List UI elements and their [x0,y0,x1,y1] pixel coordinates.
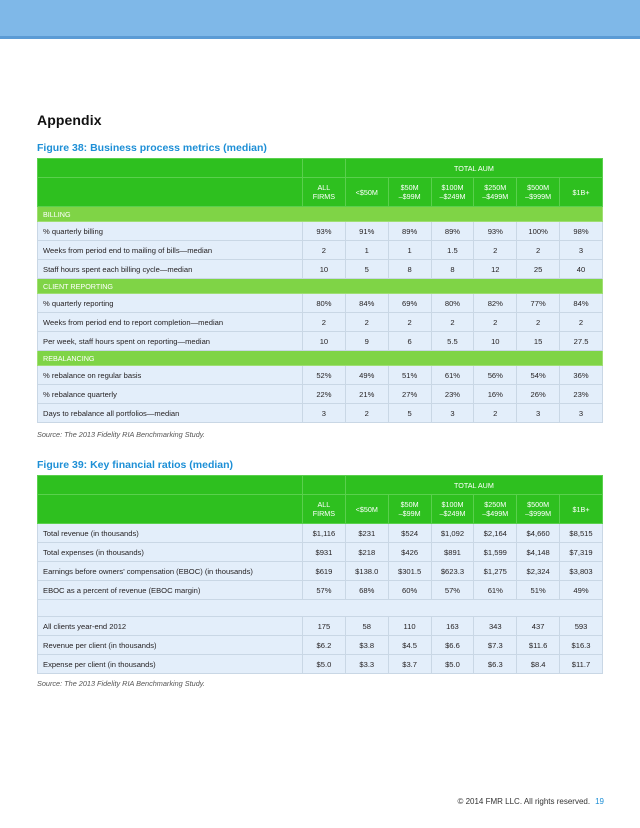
table-cell: 2 [388,313,431,332]
table-row [38,617,603,636]
table-cell: 82% [474,294,517,313]
table-row [38,655,603,674]
table-row [38,636,603,655]
table-cell: 93% [303,222,346,241]
column-header: $250M –$499M [474,495,517,524]
row-label: EBOC as a percent of revenue (EBOC margin) [38,581,303,600]
table-cell: 22% [303,385,346,404]
spacer-cell [38,600,603,617]
row-label: % quarterly billing [38,222,303,241]
header-blank-cell [38,178,303,207]
figure-39-title: Figure 39: Key financial ratios (median) [37,459,234,471]
table-cell: 60% [388,581,431,600]
table-cell: 593 [560,617,603,636]
table-cell: 5.5 [431,332,474,351]
table-cell: 52% [303,366,346,385]
table-cell: 27.5 [560,332,603,351]
table-cell: 8 [431,260,474,279]
table-cell: 49% [560,581,603,600]
table-row [38,241,603,260]
table-cell: $1,116 [303,524,346,543]
table-cell: 343 [474,617,517,636]
column-header: $500M –$999M [517,495,560,524]
section-row [38,279,603,294]
table-cell: 3 [560,241,603,260]
row-label: Expense per client (in thousands) [38,655,303,674]
table-cell: $3.8 [345,636,388,655]
table-row [38,543,603,562]
column-header: $50M –$99M [388,178,431,207]
column-header: <$50M [345,178,388,207]
table-cell: 91% [345,222,388,241]
table-cell: $619 [303,562,346,581]
table-cell: $8,515 [560,524,603,543]
table-cell: $931 [303,543,346,562]
table-cell: $891 [431,543,474,562]
table-row [38,581,603,600]
row-label: Earnings before owners' compensation (EBOC) (in thousands) [38,562,303,581]
table-cell: 69% [388,294,431,313]
table-cell: 2 [431,313,474,332]
table-cell: $3,803 [560,562,603,581]
table-cell: 2 [474,404,517,423]
table-cell: 58 [345,617,388,636]
table-cell: 49% [345,366,388,385]
table-cell: 40 [560,260,603,279]
table-cell: 12 [474,260,517,279]
table-cell: $1,599 [474,543,517,562]
table-row [38,366,603,385]
table-cell: 10 [303,260,346,279]
table-cell: $1,275 [474,562,517,581]
table-cell: 51% [388,366,431,385]
column-header-row [38,495,603,524]
column-header: ALL FIRMS [303,495,346,524]
column-header: ALL FIRMS [303,178,346,207]
table-cell: 6 [388,332,431,351]
page-number: 19 [595,797,604,806]
table-cell: 51% [517,581,560,600]
table-cell: 3 [431,404,474,423]
page-footer [457,797,604,806]
table-cell: 2 [474,241,517,260]
header-row [38,159,603,178]
header-row [38,476,603,495]
column-header: $100M –$249M [431,178,474,207]
table-cell: 80% [431,294,474,313]
section-label: REBALANCING [38,351,603,366]
table-cell: 10 [303,332,346,351]
table-row [38,332,603,351]
table-cell: 25 [517,260,560,279]
table-cell: 3 [303,404,346,423]
table-cell: 27% [388,385,431,404]
table-cell: 8 [388,260,431,279]
table-cell: 68% [345,581,388,600]
table-cell: 23% [560,385,603,404]
row-label: Per week, staff hours spent on reporting—median [38,332,303,351]
table-cell: 57% [303,581,346,600]
row-label: % rebalance quarterly [38,385,303,404]
column-header: $250M –$499M [474,178,517,207]
table-cell: 5 [388,404,431,423]
table-cell: 3 [517,404,560,423]
table-cell: 61% [474,581,517,600]
table-cell: 2 [303,313,346,332]
table-row [38,524,603,543]
header-blank-cell [38,476,303,495]
row-label: Days to rebalance all portfolios—median [38,404,303,423]
row-label: Staff hours spent each billing cycle—median [38,260,303,279]
table-cell: 89% [388,222,431,241]
top-banner [0,0,640,39]
table-row [38,385,603,404]
row-label: Weeks from period end to report completion—median [38,313,303,332]
table-cell: $1,092 [431,524,474,543]
business-process-metrics-table [37,158,603,423]
table-row [38,222,603,241]
table-cell: $8.4 [517,655,560,674]
table-cell: $4,660 [517,524,560,543]
table-cell: 77% [517,294,560,313]
table-cell: 3 [560,404,603,423]
table-cell: 36% [560,366,603,385]
table-cell: 26% [517,385,560,404]
table-row [38,404,603,423]
table-cell: $6.6 [431,636,474,655]
column-header: $1B+ [560,495,603,524]
column-header: <$50M [345,495,388,524]
table-cell: 61% [431,366,474,385]
key-financial-ratios-table [37,475,603,674]
table-cell: $231 [345,524,388,543]
table-cell: 57% [431,581,474,600]
table-cell: $11.7 [560,655,603,674]
table-cell: $138.0 [345,562,388,581]
table-row [38,313,603,332]
column-header: $1B+ [560,178,603,207]
table-cell: $623.3 [431,562,474,581]
table-row [38,260,603,279]
table-row [38,562,603,581]
section-row [38,351,603,366]
table-cell: 110 [388,617,431,636]
table-cell: 56% [474,366,517,385]
table-cell: $4,148 [517,543,560,562]
table-cell: $3.3 [345,655,388,674]
table-cell: $7.3 [474,636,517,655]
row-label: All clients year-end 2012 [38,617,303,636]
table-cell: 1 [388,241,431,260]
row-label: Weeks from period end to mailing of bills—median [38,241,303,260]
table-cell: $2,164 [474,524,517,543]
column-header: $500M –$999M [517,178,560,207]
table-cell: 98% [560,222,603,241]
table-cell: 163 [431,617,474,636]
section-label: BILLING [38,207,603,222]
figure-38-title: Figure 38: Business process metrics (median) [37,142,267,154]
table-cell: 21% [345,385,388,404]
header-blank-cell [38,495,303,524]
table-cell: $4.5 [388,636,431,655]
table-cell: 100% [517,222,560,241]
row-label: % quarterly reporting [38,294,303,313]
page-heading: Appendix [37,112,102,128]
table-cell: 23% [431,385,474,404]
table-cell: $2,324 [517,562,560,581]
copyright-text: © 2014 FMR LLC. All rights reserved. [457,797,591,806]
table-cell: 80% [303,294,346,313]
table-cell: 16% [474,385,517,404]
row-label: % rebalance on regular basis [38,366,303,385]
total-aum-header: TOTAL AUM [345,476,602,495]
row-label: Revenue per client (in thousands) [38,636,303,655]
table-cell: 2 [474,313,517,332]
table-cell: $218 [345,543,388,562]
table-cell: 93% [474,222,517,241]
table-cell: 84% [345,294,388,313]
table-row [38,294,603,313]
figure-38-source: Source: The 2013 Fidelity RIA Benchmarking Study. [37,430,205,439]
header-blank-cell [303,476,346,495]
table-cell: 2 [345,313,388,332]
table-cell: $301.5 [388,562,431,581]
row-label: Total expenses (in thousands) [38,543,303,562]
section-label: CLIENT REPORTING [38,279,603,294]
table-cell: 5 [345,260,388,279]
table-cell: $16.3 [560,636,603,655]
table-cell: 2 [517,313,560,332]
figure-39-source: Source: The 2013 Fidelity RIA Benchmarking Study. [37,679,205,688]
column-header: $100M –$249M [431,495,474,524]
table-cell: 84% [560,294,603,313]
column-header-row [38,178,603,207]
table-cell: 437 [517,617,560,636]
table-cell: $5.0 [303,655,346,674]
table-cell: 2 [560,313,603,332]
table-cell: 2 [345,404,388,423]
table-cell: $11.6 [517,636,560,655]
table-cell: 9 [345,332,388,351]
table-cell: 1.5 [431,241,474,260]
table-cell: 175 [303,617,346,636]
table-cell: 89% [431,222,474,241]
header-blank-cell [303,159,346,178]
section-row [38,207,603,222]
column-header: $50M –$99M [388,495,431,524]
table-cell: 54% [517,366,560,385]
table-cell: 10 [474,332,517,351]
table-cell: $3.7 [388,655,431,674]
table-cell: $6.3 [474,655,517,674]
table-cell: 2 [303,241,346,260]
header-blank-cell [38,159,303,178]
table-cell: 2 [517,241,560,260]
table-cell: 1 [345,241,388,260]
table-cell: $524 [388,524,431,543]
row-label: Total revenue (in thousands) [38,524,303,543]
total-aum-header: TOTAL AUM [345,159,602,178]
spacer-row [38,600,603,617]
table-cell: $426 [388,543,431,562]
table-cell: 15 [517,332,560,351]
table-cell: $6.2 [303,636,346,655]
table-cell: $7,319 [560,543,603,562]
table-cell: $5.0 [431,655,474,674]
